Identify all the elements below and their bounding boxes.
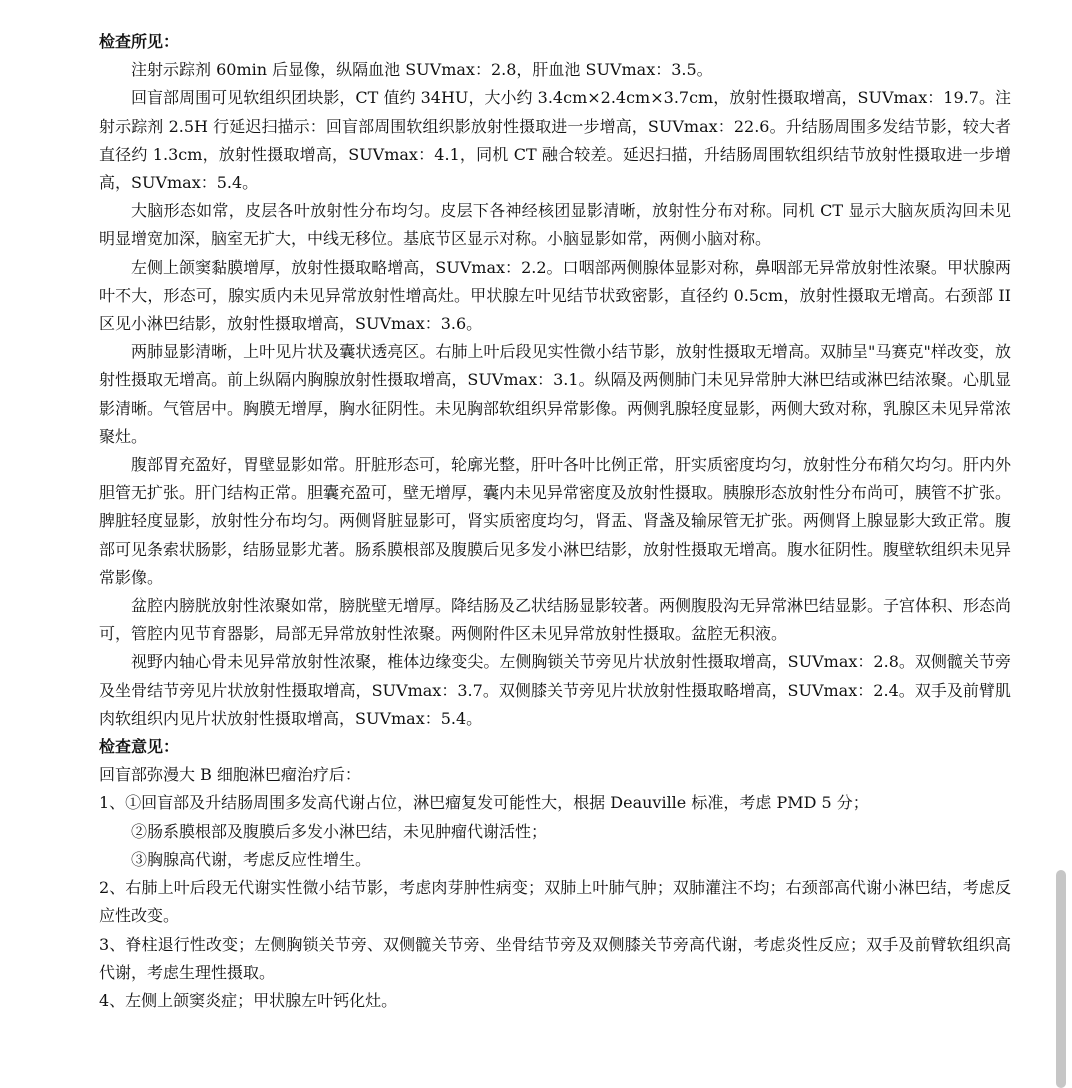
scrollbar-thumb[interactable] (1056, 870, 1066, 1088)
opinion-item-1-sub-2: ②肠系膜根部及腹膜后多发小淋巴结，未见肿瘤代谢活性； (131, 821, 548, 841)
opinion-item-1-sub-3: ③胸腺高代谢，考虑反应性增生。 (131, 849, 372, 869)
opinion-item-4: 4、左侧上颌窦炎症；甲状腺左叶钙化灶。 (99, 990, 398, 1010)
findings-paragraph-head-neck: 左侧上颌窦黏膜增厚，放射性摄取略增高，SUVmax：2.2。口咽部两侧腺体显影对称，鼻咽部无异常放射性浓聚。甲状腺两叶不大，形态可，腺实质内未见异常放射性增高灶。甲状腺左叶见结节状致密影，直径约 0.5cm，放射性摄取无增高。右颈部 II 区见小淋巴结影，放射性摄取增高，SUVmax：3.6。 (99, 257, 1011, 334)
opinion-item-3: 3、脊柱退行性改变；左侧胸锁关节旁、双侧髋关节旁、坐骨结节旁及双侧膝关节旁高代谢，考虑炎性反应；双手及前臂软组织高代谢，考虑生理性摄取。 (99, 934, 1011, 982)
findings-paragraph-pelvis: 盆腔内膀胱放射性浓聚如常，膀胱壁无增厚。降结肠及乙状结肠显影较著。两侧腹股沟无异常淋巴结显影。子宫体积、形态尚可，管腔内见节育器影，局部无异常放射性浓聚。两侧附件区未见异常放射性摄取。盆腔无积液。 (99, 596, 1012, 644)
vertical-scrollbar[interactable] (1056, 870, 1066, 1088)
findings-heading: 检查所见： (99, 32, 180, 51)
findings-paragraph-ileocecal: 回盲部周围可见软组织团块影，CT 值约 34HU，大小约 3.4cm×2.4cm×3.7cm，放射性摄取增高，SUVmax：19.7。注射示踪剂 2.5H 行延迟扫描示：回盲部周围软组织影放射性摄取进一步增高，SUVmax：22.6。升结肠周围多发结节影，较大者直径约 1.3cm，放射性摄取增高，SUVmax：4.1，同机 CT 融合较差。延迟扫描，升结肠周围软组织结节放射性摄取进一步增高，SUVmax：5.4。 (99, 88, 1011, 193)
findings-paragraph-chest: 两肺显影清晰，上叶见片状及囊状透亮区。右肺上叶后段见实性微小结节影，放射性摄取无增高。双肺呈"马赛克"样改变，放射性摄取无增高。前上纵隔内胸腺放射性摄取增高，SUVmax：3.1。纵隔及两侧肺门未见异常肿大淋巴结或淋巴结浓聚。心肌显影清晰。气管居中。胸膜无增厚，胸水征阴性。未见胸部软组织异常影像。两侧乳腺轻度显影，两侧大致对称，乳腺区未见异常浓聚灶。 (99, 342, 1012, 446)
opinion-item-2: 2、右肺上叶后段无代谢实性微小结节影，考虑肉芽肿性病变；双肺上叶肺气肿；双肺灌注不均；右颈部高代谢小淋巴结，考虑反应性改变。 (99, 878, 1011, 926)
opinion-item-1: 1、①回盲部及升结肠周围多发高代谢占位，淋巴瘤复发可能性大，根据 Deauville 标准，考虑 PMD 5 分； (99, 793, 869, 813)
opinion-intro: 回盲部弥漫大 B 细胞淋巴瘤治疗后： (99, 765, 361, 785)
opinion-heading: 检查意见： (99, 737, 180, 757)
findings-paragraph-abdomen: 腹部胃充盈好，胃壁显影如常。肝脏形态可，轮廓光整，肝叶各叶比例正常，肝实质密度均匀，放射性分布稍欠均匀。肝内外胆管无扩张。肝门结构正常。胆囊充盈可，壁无增厚，囊内未见异常密度及放射性摄取。胰腺形态放射性分布尚可，胰管不扩张。脾脏轻度显影，放射性分布均匀。两侧肾脏显影可，肾实质密度均匀，肾盂、肾盏及输尿管无扩张。两侧肾上腺显影大致正常。腹部可见条索状肠影，结肠显影尤著。肠系膜根部及腹膜后见多发小淋巴结影，放射性摄取无增高。腹水征阴性。腹壁软组织未见异常影像。 (99, 455, 1012, 587)
findings-paragraph-tracer: 注射示踪剂 60min 后显像，纵隔血池 SUVmax：2.8，肝血池 SUVmax：3.5。 (131, 60, 713, 80)
findings-paragraph-brain: 大脑形态如常，皮层各叶放射性分布均匀。皮层下各神经核团显影清晰，放射性分布对称。同机 CT 显示大脑灰质沟回未见明显增宽加深，脑室无扩大，中线无移位。基底节区显示对称。小脑显影如常，两侧小脑对称。 (99, 201, 1011, 249)
report-document (99, 28, 1011, 1015)
findings-paragraph-skeleton: 视野内轴心骨未见异常放射性浓聚，椎体边缘变尖。左侧胸锁关节旁见片状放射性摄取增高，SUVmax：2.8。双侧髋关节旁及坐骨结节旁见片状放射性摄取增高，SUVmax：3.7。双侧膝关节旁见片状放射性摄取略增高，SUVmax：2.4。双手及前臂肌肉软组织内见片状放射性摄取增高，SUVmax：5.4。 (99, 652, 1011, 728)
